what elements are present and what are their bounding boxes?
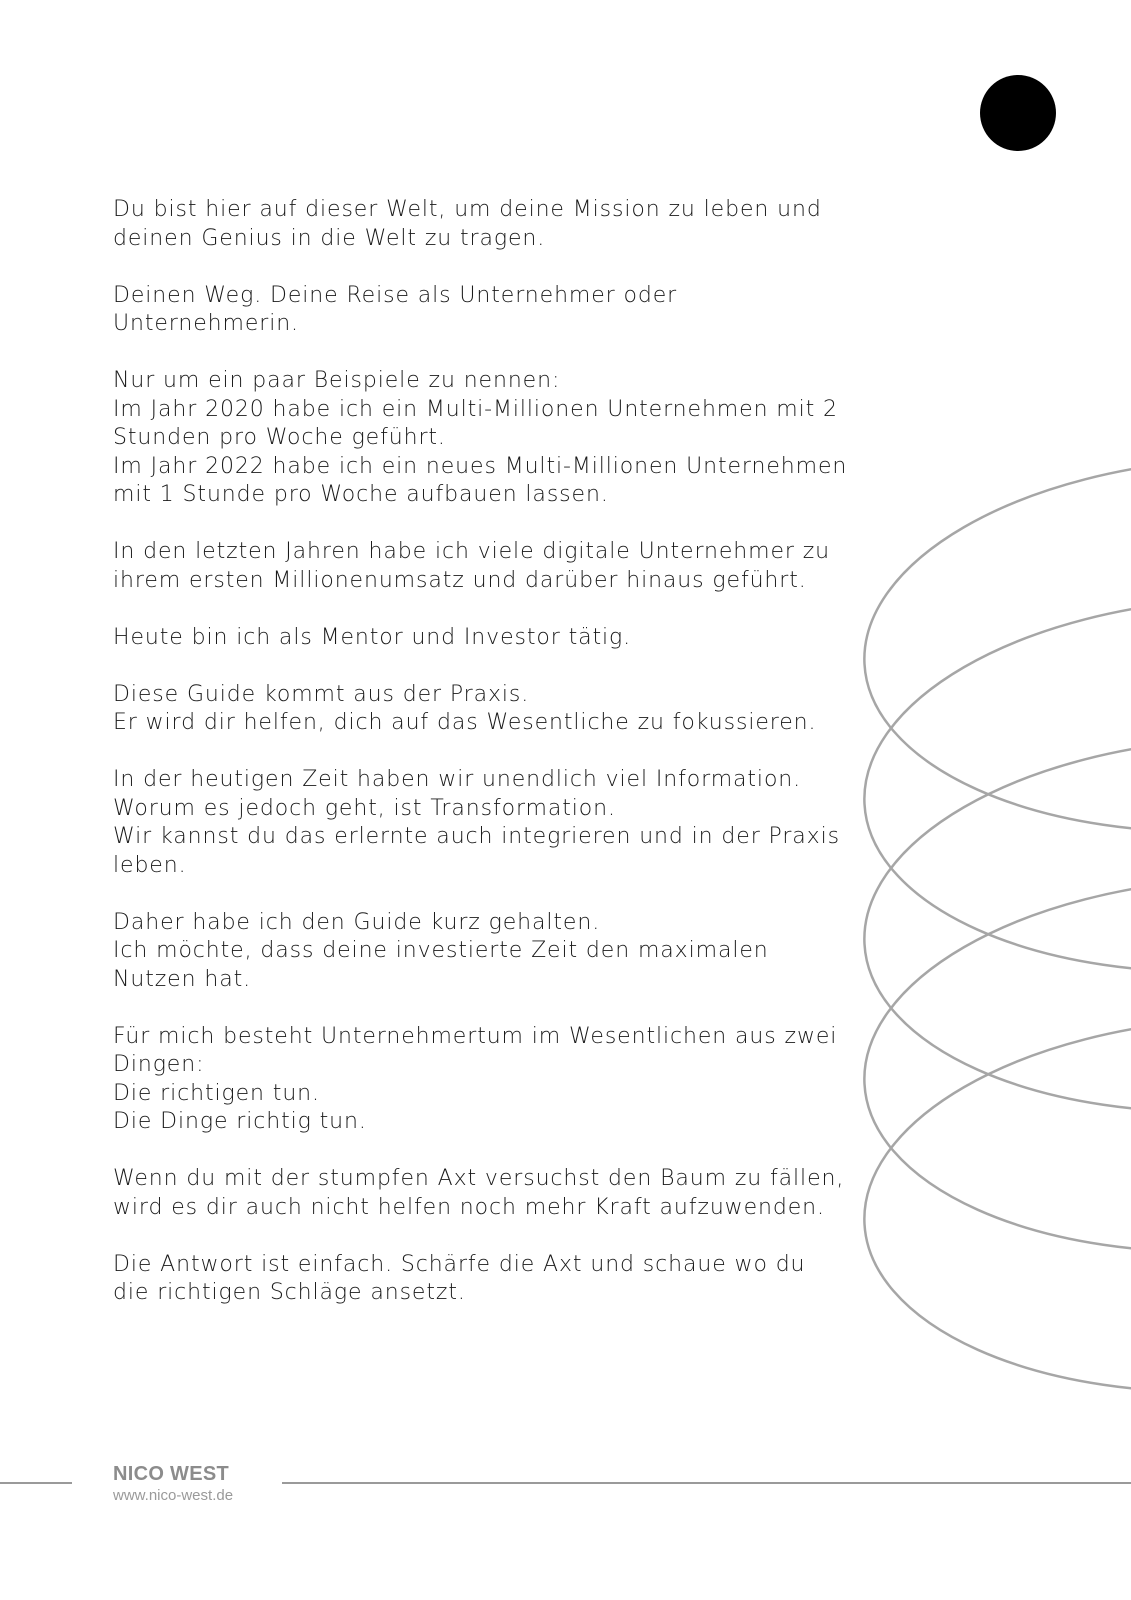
ellipse-ring (855, 860, 1131, 1270)
text-line: Stunden pro Woche geführt. (113, 425, 446, 450)
paragraph (113, 1023, 838, 1137)
text-line: Nutzen hat. (113, 966, 251, 992)
paragraph (113, 367, 848, 510)
text-line: Diese Guide kommt aus der Praxis. (113, 681, 530, 707)
text-line: Unternehmerin. (113, 311, 299, 336)
text-line: Im Jahr 2022 habe ich ein neues Multi-Millionen Unternehmen (113, 453, 848, 479)
text-line: Im Jahr 2020 habe ich ein Multi-Millionen Unternehmen mit 2 (113, 396, 838, 422)
text-line: Deinen Weg. Deine Reise als Unternehmer oder (113, 282, 678, 308)
text-line: leben. (113, 852, 187, 878)
ellipse-ring (855, 440, 1131, 850)
text-line: Die richtigen tun. (113, 1080, 320, 1106)
paragraph (113, 766, 840, 880)
body-text (113, 196, 848, 1336)
text-line: Du bist hier auf dieser Welt, um deine Mission zu leben und (113, 197, 822, 222)
paragraph (113, 909, 833, 995)
text-line: Heute bin ich als Mentor und Investor tätig. (113, 624, 632, 650)
footer-divider-left (0, 1482, 72, 1484)
text-line: In der heutigen Zeit haben wir unendlich viel Information. (113, 767, 802, 792)
text-line: Daher habe ich den Guide kurz gehalten. (113, 909, 601, 935)
black-dot-decoration (980, 75, 1056, 151)
text-line: In den letzten Jahren habe ich viele digitale Unternehmer zu (113, 539, 831, 564)
text-line: Die Antwort ist einfach. Schärfe die Axt und schaue wo du (113, 1251, 806, 1277)
text-line: Die Dinge richtig tun. (113, 1109, 367, 1134)
text-line: Wir kannst du das erlernte auch integrieren und in der Praxis (113, 824, 840, 849)
paragraph (113, 538, 833, 595)
footer-divider-right (282, 1482, 1131, 1484)
ellipse-ring (855, 720, 1131, 1130)
ellipse-ring (855, 1000, 1131, 1410)
paragraph (113, 1251, 833, 1308)
footer-website: www.nico-west.de (113, 1487, 234, 1504)
text-line: Nur um ein paar Beispiele zu nennen: (113, 368, 561, 393)
paragraph (113, 282, 833, 339)
paragraph (113, 196, 833, 253)
text-line: Wenn du mit der stumpfen Axt versuchst den Baum zu fällen, (113, 1166, 845, 1191)
text-line: deinen Genius in die Welt zu tragen. (113, 225, 546, 251)
paragraph (113, 1165, 845, 1222)
text-line: Worum es jedoch geht, ist Transformation. (113, 795, 616, 821)
text-line: Er wird dir helfen, dich auf das Wesentliche zu fokussieren. (113, 710, 817, 735)
text-line: mit 1 Stunde pro Woche aufbauen lassen. (113, 482, 609, 507)
text-line: Für mich besteht Unternehmertum im Wesentlichen aus zwei (113, 1023, 838, 1049)
text-line: die richtigen Schläge ansetzt. (113, 1280, 466, 1305)
footer-brand: NICO WEST (113, 1463, 230, 1485)
paragraph (113, 624, 833, 653)
paragraph (113, 681, 833, 738)
text-line: Ich möchte, dass deine investierte Zeit den maximalen (113, 938, 769, 963)
text-line: Dingen: (113, 1052, 205, 1077)
text-line: ihrem ersten Millionenumsatz und darüber hinaus geführt. (113, 567, 807, 593)
text-line: wird es dir auch nicht helfen noch mehr Kraft aufzuwenden. (113, 1194, 825, 1220)
ellipse-ring (855, 580, 1131, 990)
